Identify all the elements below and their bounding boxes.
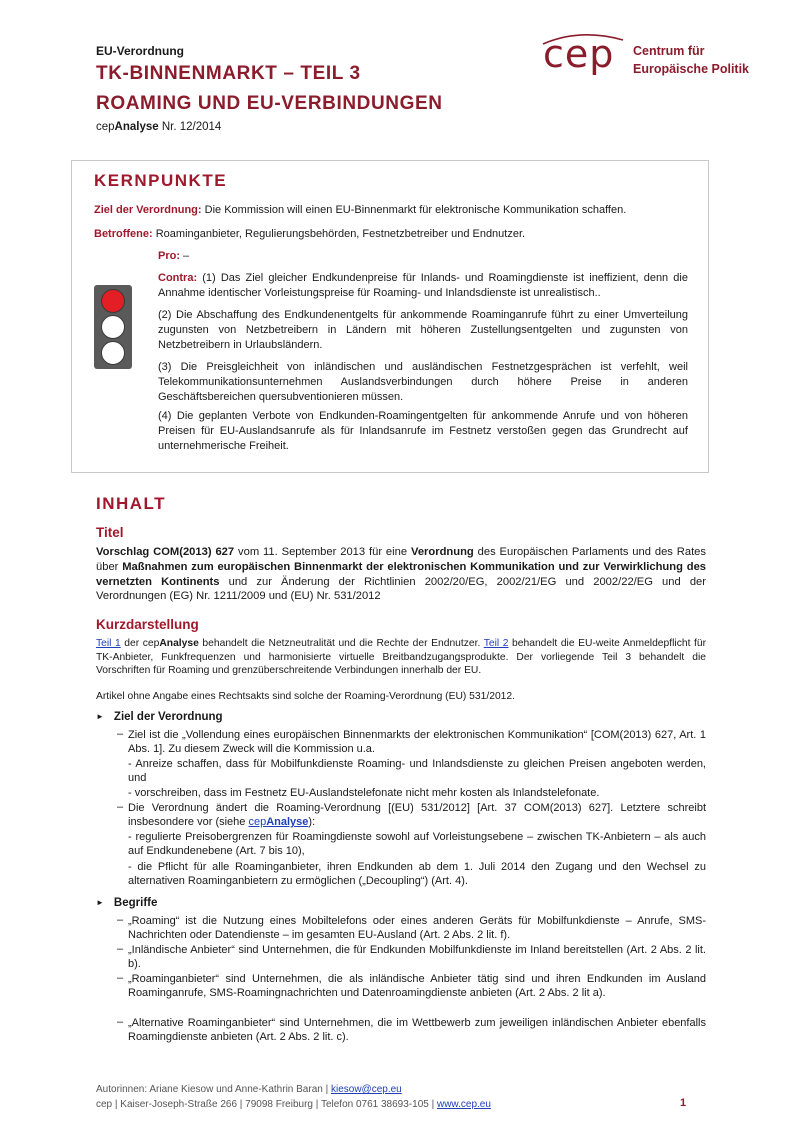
dash-bullet: – (117, 943, 124, 955)
artikel-note: Artikel ohne Angabe eines Rechtsakts sind solche der Roaming-Verordnung (EU) 531/2012. (96, 691, 515, 702)
footer-authors-text: Autorinnen: Ariane Kiesow und Anne-Kathrin Baran | (96, 1084, 331, 1095)
page-number: 1 (680, 1097, 687, 1109)
kernpunkte-contra-2: (2) Die Abschaffung des Endkundenentgelts für ankommende Roaminganrufe führt zu einer Umverteilung zugunsten von Netzbetreibern in Ländern mit höheren Zustellungsentgelten und zugunsten von Netzbetreibern in Urlaubsländern. (158, 309, 688, 351)
logo-word: cep (543, 32, 615, 76)
cep-analyse-link-bold: Analyse (266, 816, 309, 829)
ziel-item-2-end: ): (308, 816, 316, 829)
kernpunkte-heading: KERNPUNKTE (94, 171, 228, 190)
cep-analyse-link-prefix: cep (248, 816, 267, 829)
dash-bullet: – (117, 728, 124, 740)
kurz-text-a: der cep (120, 638, 160, 649)
dash-bullet: – (117, 972, 124, 984)
footer-web-link[interactable]: www.cep.eu (436, 1099, 491, 1110)
bullet-triangle-icon: ► (96, 712, 104, 721)
begriff-item: „Inländische Anbieter“ sind Unternehmen, die für Endkunden Mobilfunkdienste im Inland bereitstellen (Art. 2 Abs. 2 lit. b). (128, 944, 706, 971)
bullet-triangle-icon: ► (96, 898, 104, 907)
cep-analyse-link[interactable] (248, 816, 308, 828)
ziel-section-heading-text: Ziel der Verordnung (113, 711, 223, 723)
traffic-light-icon (94, 285, 132, 369)
kurz-text-d: behandelt die EU-weite Anmeldepflicht für TK-Anbieter, Funkfrequenzen und harmonisierte virtuelle Breitbandzugangsprodukte. Der vorliegende Teil 3 behandelt die Vorschriften für Roaming und grenzüberschreitende Verbindungen innerhalb der EU. (96, 638, 707, 676)
footer-address-text: cep | Kaiser-Joseph-Straße 266 | 79098 Freiburg | Telefon 0761 38693-105 | (96, 1099, 437, 1110)
pro-text: – (180, 250, 190, 262)
kernpunkte-box (71, 160, 709, 473)
document-title-line1: TK-BINNENMARKT – TEIL 3 (96, 63, 361, 84)
logo-text-line2: Europäische Politik (633, 62, 750, 76)
inhalt-heading: INHALT (96, 494, 167, 513)
titel-run: vom 11. September 2013 für eine (234, 546, 411, 558)
kurzdarstellung-heading: Kurzdarstellung (96, 617, 199, 632)
titel-run: Maßnahmen zum europäischen Binnenmarkt der elektronischen Kommunikation und zur Verwirklichung des vernetzten Kontinents (96, 560, 707, 588)
ziel-section-heading (96, 711, 223, 723)
titel-run: und zur Änderung der Richtlinien 2002/20/EG, 2002/21/EG und 2002/22/EG und der Verordnungen (EG) Nr. 1211/2009 und (EU) Nr. 531/2012 (96, 575, 707, 603)
traffic-light-red-lamp (101, 289, 125, 313)
logo-text-line1: Centrum für (633, 44, 705, 58)
kurz-text-b: Analyse (159, 638, 199, 649)
kernpunkte-contra-3: (3) Die Preisgleichheit von inländischen und ausländischen Festnetzgesprächen ist verfehlt, weil Telekommunikationsunternehmen Auslandsverbindungen durch höhere Preise in anderen Geschäftsbereichen quersubventionieren müssen. (158, 361, 688, 403)
kernpunkte-contra-1 (158, 271, 688, 301)
titel-paragraph (96, 545, 706, 604)
contra-1-text: (1) Das Ziel gleicher Endkundenpreise für Inlands- und Roamingdienste ist ineffizient, denn die Annahme identischer Vorleistungspreise für Roaming- und Inlandsdienste ist unrealistisch.. (158, 272, 688, 299)
begriff-item: „Roaminganbieter“ sind Unternehmen, die als inländische Anbieter tätig sind und ihren Endkunden im Ausland Roaminganrufe, SMS-Roamingnachrichten und Datenroamingdienste anbieten (Art. 2 Abs. 2 lit a). (128, 973, 706, 1000)
kernpunkte-contra-4: (4) Die geplanten Verbote von Endkunden-Roamingentgelten für ankommende Anrufe und von höheren Preisen für EU-Auslandsanrufe als für Inlandsanrufe im Festnetz verstoßen gegen das Grundrecht auf unternehmerische Freiheit. (158, 410, 688, 452)
document-type: EU-Verordnung (96, 44, 185, 58)
footer-email-link[interactable]: kiesow@cep.eu (330, 1084, 402, 1095)
analysis-bold: Analyse (114, 121, 159, 133)
teil-2-link[interactable]: Teil 2 (483, 638, 509, 649)
footer-address (96, 1099, 491, 1110)
dash-bullet: – (117, 1016, 124, 1028)
ziel-item-1b: - vorschreiben, dass im Festnetz EU-Auslandstelefonate nicht mehr kosten als Inlandstelefonate. (128, 787, 600, 799)
kernpunkte-ziel (94, 203, 694, 218)
cep-logo (535, 30, 765, 90)
titel-run: Vorschlag COM(2013) 627 (96, 546, 235, 558)
document-title-line2: ROAMING UND EU-VERBINDUNGEN (96, 93, 443, 114)
traffic-light-middle-lamp (101, 315, 125, 339)
titel-run: Verordnung (410, 546, 474, 558)
traffic-light-bottom-lamp (101, 341, 125, 365)
kurz-text-c: behandelt die Netzneutralität und die Rechte der Endnutzer. (198, 638, 484, 649)
ziel-item-2b: - die Pflicht für alle Roaminganbieter, ihren Endkunden ab dem 1. Juli 2014 den Zugang und den Wechsel zu alternativen Roaminganbietern zu ermöglichen („Decoupling“) (Art. 4). (128, 861, 706, 888)
teil-1-link[interactable]: Teil 1 (96, 638, 121, 649)
dash-bullet: – (117, 801, 124, 813)
dash-bullet: – (117, 914, 124, 926)
footer-authors (96, 1084, 402, 1095)
begriff-item: „Alternative Roaminganbieter“ sind Unternehmen, die im Wettbewerb zum jeweiligen inländischen Anbieter ebenfalls Roamingdienste anbieten (Art. 2 Abs. 2 lit. c). (128, 1017, 706, 1044)
titel-run: des Europäischen Parlaments und des Rates über (96, 546, 706, 573)
ziel-item-1a: - Anreize schaffen, dass für Mobilfunkdienste Roaming- und Inlandsdienste zu gleichen Preisen angeboten werden, und (128, 758, 706, 785)
kurzdarstellung-paragraph (96, 637, 706, 678)
analysis-prefix: cep (96, 121, 115, 133)
betroffene-text: Roaminganbieter, Regulierungsbehörden, Festnetzbetreiber und Endnutzer. (152, 228, 526, 240)
kernpunkte-pro (158, 249, 688, 264)
ziel-label: Ziel der Verordnung: (94, 204, 202, 216)
ziel-item-2-text: Die Verordnung ändert die Roaming-Verordnung [(EU) 531/2012] [Art. 37 COM(2013) 627]. Letztere schreibt insbesondere vor (siehe (128, 802, 706, 829)
begriff-item: „Roaming“ ist die Nutzung eines Mobiltelefons oder eines anderen Geräts für Mobilfunkdienste – Anrufe, SMS-Nachrichten oder Datendienste – im gesamten EU-Ausland (Art. 2 Abs. 2 lit. f). (128, 915, 706, 942)
ziel-text: Die Kommission will einen EU-Binnenmarkt für elektronische Kommunikation schaffen. (201, 204, 627, 216)
titel-heading: Titel (96, 525, 124, 540)
kernpunkte-betroffene (94, 227, 694, 242)
betroffene-label: Betroffene: (94, 228, 153, 240)
ziel-item-2 (128, 801, 706, 830)
ziel-item-1: Ziel ist die „Vollendung eines europäischen Binnenmarkts der elektronischen Kommunikation“ [COM(2013) 627, Art. 1 Abs. 1]. Zu diesem Zweck will die Kommission u.a. (128, 729, 706, 756)
pro-label: Pro: (158, 250, 180, 262)
ziel-item-2a: - regulierte Preisobergrenzen für Roamingdienste sowohl auf Vorleistungsebene – zwischen TK-Anbietern – als auch auf Endkundenebene (Art. 7 bis 10), (128, 831, 706, 858)
analysis-issue: Nr. 12/2014 (158, 121, 222, 133)
contra-label: Contra: (158, 272, 198, 284)
analysis-number (96, 121, 221, 133)
begriffe-section-heading (96, 897, 157, 909)
begriffe-section-heading-text: Begriffe (113, 897, 158, 909)
